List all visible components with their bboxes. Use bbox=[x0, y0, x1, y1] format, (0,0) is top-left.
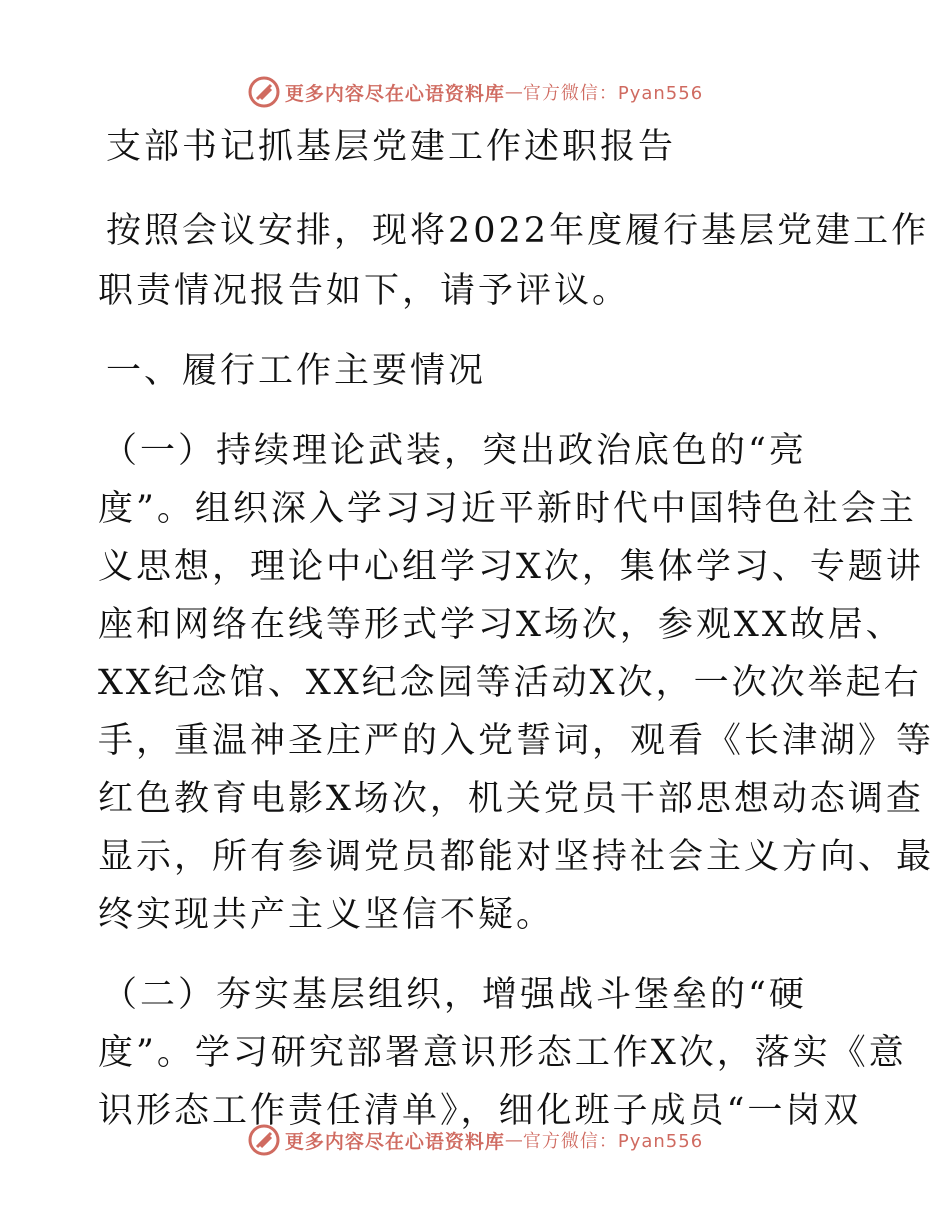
part-2-paragraph bbox=[98, 972, 907, 1134]
paragraph-line: XX纪念馆、XX纪念园等活动X次，一次次举起右 bbox=[98, 663, 922, 703]
intro-paragraph bbox=[98, 208, 930, 314]
watermark-separator: — bbox=[504, 81, 523, 103]
watermark-sub-text: 官方微信：Pyan556 bbox=[522, 83, 704, 104]
watermark-main-text: 更多内容尽在心语资料库 bbox=[284, 1130, 505, 1153]
paragraph-line: 手，重温神圣庄严的入党誓词，观看《长津湖》等 bbox=[98, 721, 935, 761]
paragraph-line: 义思想，理论中心组学习X次，集体学习、专题讲 bbox=[98, 547, 924, 587]
paragraph-line: 显示，所有参调党员都能对坚持社会主义方向、最 bbox=[98, 837, 935, 877]
intro-line: 按照会议安排，现将2022年度履行基层党建工作 bbox=[106, 211, 930, 251]
watermark-separator: — bbox=[504, 1129, 523, 1151]
quill-logo-icon bbox=[247, 75, 281, 109]
paragraph-line: 座和网络在线等形式学习X场次，参观XX故居、 bbox=[98, 605, 904, 645]
intro-line: 职责情况报告如下，请予评议。 bbox=[98, 271, 631, 311]
watermark-bottom bbox=[0, 1120, 950, 1160]
paragraph-line: 度”。学习研究部署意识形态工作X次，落实《意 bbox=[98, 1033, 907, 1073]
watermark-main-text: 更多内容尽在心语资料库 bbox=[284, 82, 505, 105]
watermark-top bbox=[0, 72, 950, 112]
paragraph-line: 红色教育电影X场次，机关党员干部思想动态调查 bbox=[98, 779, 924, 819]
document-title: 支部书记抓基层党建工作述职报告 bbox=[106, 127, 677, 167]
paragraph-line: 识形态工作责任清单》，细化班子成员“一岗双 bbox=[98, 1091, 862, 1131]
part-1-paragraph bbox=[98, 428, 935, 938]
quill-logo-icon bbox=[247, 1123, 281, 1157]
paragraph-line: （一）持续理论武装，突出政治底色的“亮 bbox=[102, 431, 807, 471]
paragraph-line: 度”。组织深入学习习近平新时代中国特色社会主 bbox=[98, 489, 917, 529]
watermark-sub-text: 官方微信：Pyan556 bbox=[522, 1131, 704, 1152]
section-heading: 一、履行工作主要情况 bbox=[106, 351, 487, 391]
paragraph-line: 终实现共产主义坚信不疑。 bbox=[98, 895, 555, 935]
paragraph-line: （二）夯实基层组织，增强战斗堡垒的“硬 bbox=[102, 975, 807, 1015]
document-body bbox=[98, 124, 935, 1134]
